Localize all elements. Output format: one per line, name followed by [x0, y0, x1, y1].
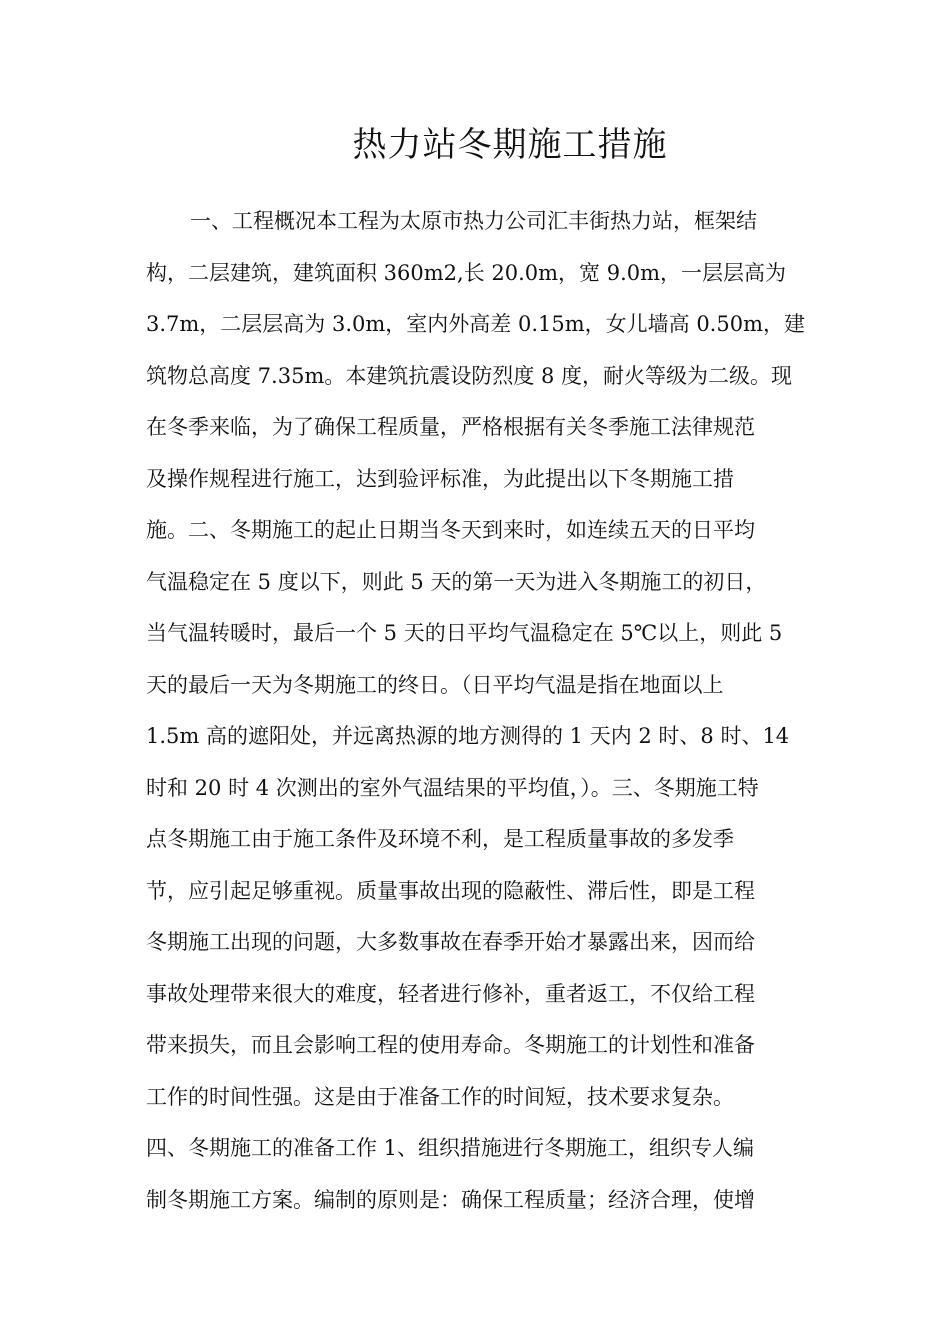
body-line: 时和 20 时 4 次测出的室外气温结果的平均值，）。三、冬期施工特	[146, 775, 759, 800]
body-line: 1.5m 高的遮阳处，并远离热源的地方测得的 1 天内 2 时、8 时、14	[146, 724, 790, 748]
body-line: 筑物总高度 7.35m。本建筑抗震设防烈度 8 度，耐火等级为二级。现	[146, 363, 793, 388]
body-line: 点冬期施工由于施工条件及环境不利，是工程质量事故的多发季	[146, 827, 734, 851]
body-line: 气温稳定在 5 度以下，则此 5 天的第一天为进入冬期施工的初日，	[146, 569, 767, 594]
body-line: 制冬期施工方案。编制的原则是：确保工程质量；经济合理，使增	[146, 1187, 755, 1212]
body-line: 及操作规程进行施工，达到验评标准，为此提出以下冬期施工措	[146, 466, 734, 491]
body-line: 工作的时间性强。这是由于准备工作的时间短，技术要求复杂。	[146, 1084, 734, 1109]
body-line: 冬期施工出现的问题，大多数事故在春季开始才暴露出来，因而给	[146, 930, 755, 954]
body-line: 当气温转暖时，最后一个 5 天的日平均气温稳定在 5℃以上，则此 5	[146, 621, 783, 645]
body-line: 施。二、冬期施工的起止日期当冬天到来时，如连续五天的日平均	[146, 518, 755, 542]
body-line: 天的最后一天为冬期施工的终日。（日平均气温是指在地面以上	[146, 672, 724, 697]
body-line: 3.7m，二层层高为 3.0m，室内外高差 0.15m，女儿墙高 0.50m，建	[146, 312, 805, 336]
body-line: 构，二层建筑，建筑面积 360m2,长 20.0m，宽 9.0m，一层层高为	[146, 260, 787, 285]
document-body	[146, 196, 816, 1226]
body-line: 一、工程概况本工程为太原市热力公司汇丰街热力站，框架结	[190, 209, 757, 233]
document-title: 热力站冬期施工措施	[352, 125, 668, 165]
body-line: 带来损失，而且会影响工程的使用寿命。冬期施工的计划性和准备	[146, 1033, 755, 1057]
body-line: 事故处理带来很大的难度，轻者进行修补，重者返工，不仅给工程	[146, 981, 755, 1006]
body-line: 在冬季来临，为了确保工程质量，严格根据有关冬季施工法律规范	[146, 415, 755, 439]
body-line: 节，应引起足够重视。质量事故出现的隐蔽性、滞后性，即是工程	[146, 878, 755, 903]
body-line: 四、冬期施工的准备工作 1、组织措施进行冬期施工，组织专人编	[146, 1136, 755, 1160]
